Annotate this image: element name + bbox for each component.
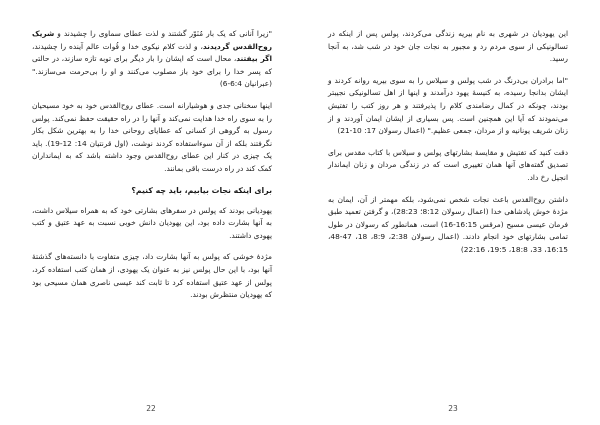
hebrews-quote-paragraph: "زیرا آنانی که یک بار مُنَوّر گشتند و لذت عطای سماوی را چشیدند و شریک روح‌القدس گردیدند، و لذت کلام نیکوی خدا و قُوات عالم آینده را چشیدند، اگر بیفتند، محال است که ایشان را بار دیگر برای توبه تازه سازند، در حالتی که پسر خدا را برای خود باز مصلوب می‌کنند و او را بی‌حرمت می‌سازند." (عبرانیان 6:4-6) <box>32 29 272 89</box>
bold-phrase: شریک روح‌القدس گردیدند <box>32 29 272 51</box>
section-heading: برای اینکه نجات بیابیم، باید چه کنیم؟ <box>131 185 272 195</box>
page-number: 23 <box>448 404 458 413</box>
left-page-text <box>32 28 272 311</box>
paragraph: داشتن روح‌القدس باعث نجات شخص نمی‌شود، بلکه مهمتر از آن، ایمان به مژدهٔ خوش پادشاهی خدا (اعمال رسولان 8:12؛ 28:23)، و گرفتن تعمید طبق فرمان عیسی مسیح (مرقس 16:15-16) است، همانطور که رسولان در طول تمامی بشارتهای خود انجام دادند. (اعمال رسولان 2:38، 8:9، 18، 47-48، 16:15، 33، 18:8، 19:5، 22:16) <box>328 194 568 254</box>
paragraph: مژدهٔ خوشی که پولس به آنها بشارت داد، چیزی متفاوت با دانسته‌های گذشتهٔ آنها بود، با این حال پولس نیز به عنوان یک یهودی، از همان کتب استفاده کرد، پولس از عهد عتیق استفاده کرد تا ثابت کند عیسی ناصری همان مسیحی بود که یهودیان منتظرش بودند. <box>32 252 272 300</box>
page-number: 22 <box>146 404 156 413</box>
acts-quote-paragraph: "اما برادران بی‌درنگ در شب پولس و سیلاس را به سوی بیریه روانه کردند و ایشان بدانجا رسیده، به کنیسهٔ یهود درآمدند و اینها از اهل تسالونیکی نجیبتر بودند، چونکه در کمال رضامندی کلام را پذیرفتند و هر روز کتب را تفتیش می‌نمودند که آیا این همچنین است. پس بسیاری از ایشان ایمان آوردند و از زنان شریف یونانیه و از مردان، جمعی عظیم." (اعمال رسولان 17: 10-21) <box>328 75 568 136</box>
paragraph: دقت کنید که تفتیش و مقایسهٔ بشارتهای پولس و سیلاس با کتاب مقدس برای تصدیق گفته‌های آنها همان تغییری است که در زندگی مردان و زنان ایماندار انجیل رخ داد. <box>328 147 568 182</box>
paragraph: اینها سخنانی جدی و هوشیارانه است. عطای روح‌القدس خود به خود مسیحیان را به سوی راه خدا هدایت نمی‌کند و آنها را در راه حقیقت حفظ نمی‌کند. پولس رسول به گروهی از کسانی که عطایای روحانی خدا را به بهترین شکل بکار نگرفتند بلکه از آن سوءاستفاده کردند نوشت، (اول قرنتیان 14: 12-19). باید یک چیزی در کنار این عطای روح‌القدس وجود داشته باشد که به ایمانداران کمک کند در راه درست باقی بمانند. <box>32 100 273 173</box>
right-page-text <box>328 28 568 266</box>
right-page <box>300 0 600 425</box>
bold-phrase: اگر بیفتند <box>236 54 272 64</box>
paragraph: این یهودیان در شهری به نام بیریه زندگی می‌کردند، پولس پس از اینکه در تسالونیکی از سوی مردم رد و مجبور به نجات جان خود در شب شد، به آنجا رسید. <box>328 29 568 64</box>
paragraph: یهودیانی بودند که پولس در سفرهای بشارتی خود که به همراه سیلاس داشت، به آنها بشارت داده بود، این یهودیان دانش خوبی نسبت به عهد عتیق و کتب یهودی داشتند. <box>32 205 272 240</box>
